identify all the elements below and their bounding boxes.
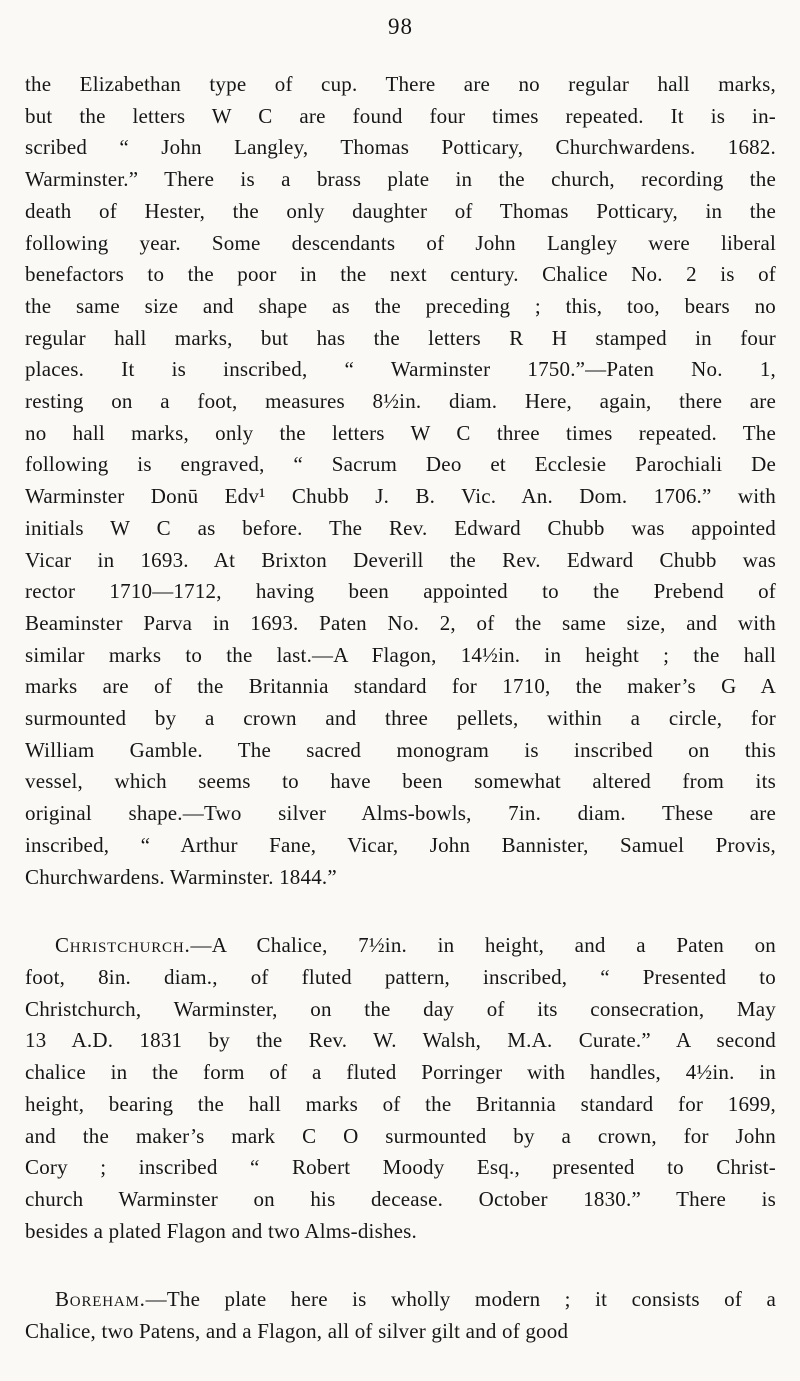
page-number: 98 <box>388 14 413 39</box>
text-line: resting on a foot, measures 8½in. diam. Here, again, there are <box>25 389 776 414</box>
text-line: church Warminster on his decease. October 1830.” There is <box>25 1186 776 1211</box>
text-line: Chalice, two Patens, and a Flagon, all of silver gilt and of good <box>25 1319 569 1344</box>
text-line: no hall marks, only the letters W C three times repeated. The <box>25 420 776 445</box>
text-line: and the maker’s mark C O surmounted by a crown, for John <box>25 1123 776 1148</box>
text-line: similar marks to the last.—A Flagon, 14½in. in height ; the hall <box>25 642 776 667</box>
text-line: vessel, which seems to have been somewhat altered from its <box>25 769 776 794</box>
text-line: Warminster.” There is a brass plate in the church, recording the <box>25 167 776 192</box>
text-line: foot, 8in. diam., of fluted pattern, inscribed, “ Presented to <box>25 964 776 989</box>
section-heading: Christchurch. <box>55 933 191 958</box>
text-line: Vicar in 1693. At Brixton Deverill the Rev. Edward Chubb was <box>25 547 776 572</box>
paragraph <box>25 930 776 1247</box>
text-line: Warminster Donū Edv¹ Chubb J. B. Vic. An. Dom. 1706.” with <box>25 484 776 509</box>
text-line: Churchwardens. Warminster. 1844.” <box>25 864 337 889</box>
text-line: besides a plated Flagon and two Alms-dishes. <box>25 1218 417 1243</box>
text-line: the Elizabethan type of cup. There are no regular hall marks, <box>25 72 776 96</box>
paragraph <box>25 1284 776 1347</box>
text-line: scribed “ John Langley, Thomas Potticary, Churchwardens. 1682. <box>25 135 776 160</box>
section-heading: Boreham. <box>55 1287 146 1312</box>
text-line: but the letters W C are found four times repeated. It is in- <box>25 103 776 128</box>
text-line: places. It is inscribed, “ Warminster 1750.”—Paten No. 1, <box>25 357 776 382</box>
text-line: 13 A.D. 1831 by the Rev. W. Walsh, M.A. Curate.” A second <box>25 1028 776 1053</box>
text-line: chalice in the form of a fluted Porringer with handles, 4½in. in <box>25 1060 776 1085</box>
paragraph <box>25 69 776 893</box>
text-line: benefactors to the poor in the next century. Chalice No. 2 is of <box>25 262 776 287</box>
text-line: following is engraved, “ Sacrum Deo et Ecclesie Parochiali De <box>25 452 776 477</box>
text-line: Cory ; inscribed “ Robert Moody Esq., presented to Christ- <box>25 1155 776 1180</box>
text-line: death of Hester, the only daughter of Thomas Potticary, in the <box>25 198 776 223</box>
text-line: the same size and shape as the preceding ; this, too, bears no <box>25 293 776 318</box>
text-line: initials W C as before. The Rev. Edward Chubb was appointed <box>25 515 776 540</box>
text-line: surmounted by a crown and three pellets, within a circle, for <box>25 706 776 731</box>
text-line: inscribed, “ Arthur Fane, Vicar, John Bannister, Samuel Provis, <box>25 832 776 857</box>
text-line: Boreham.—The plate here is wholly modern ; it consists of a <box>55 1287 776 1312</box>
text-line: Christchurch.—A Chalice, 7½in. in height, and a Paten on <box>55 933 776 958</box>
text-line: height, bearing the hall marks of the Britannia standard for 1699, <box>25 1091 776 1116</box>
text-line: Beaminster Parva in 1693. Paten No. 2, of the same size, and with <box>25 610 776 635</box>
text-line: William Gamble. The sacred monogram is inscribed on this <box>25 737 776 762</box>
text-line: marks are of the Britannia standard for 1710, the maker’s G A <box>25 674 776 699</box>
text-block <box>25 69 776 1348</box>
text-line: original shape.—Two silver Alms-bowls, 7in. diam. These are <box>25 801 776 826</box>
text-line: regular hall marks, but has the letters R H stamped in four <box>25 325 776 350</box>
text-line: rector 1710—1712, having been appointed to the Prebend of <box>25 579 776 604</box>
text-line: Christchurch, Warminster, on the day of its consecration, May <box>25 996 776 1021</box>
text-line: following year. Some descendants of John Langley were liberal <box>25 230 776 255</box>
